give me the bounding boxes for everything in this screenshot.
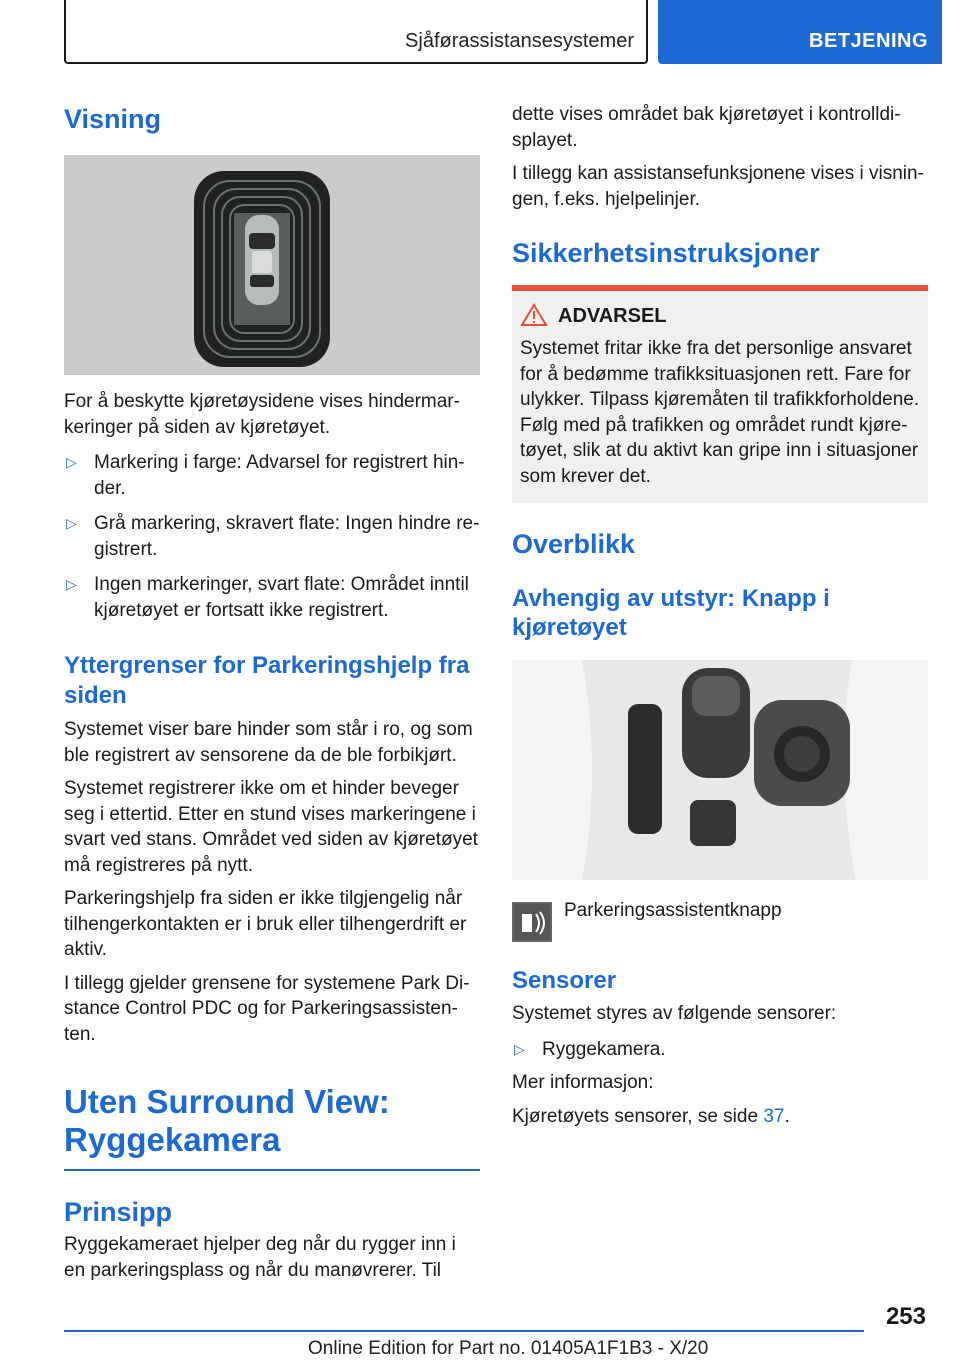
warning-text: Systemet fritar ikke fra det personlige ansvaret for å bedømme trafikksituasjonen rett. Fare for ulykker. Tilpass kjøremåten til trafikkforholdene. Følg med på trafikken og området rundt kjøre-tøyet, slik at du aktivt kan gripe inn i situasjoner som krever det. [520, 338, 920, 487]
footer-edition: Online Edition for Part no. 01405A1F1B3 - X/20 [308, 1338, 709, 1359]
button-caption: Parkeringsassistentknapp [564, 900, 782, 921]
header-section-title: Sjåførassistansesystemer [405, 30, 634, 52]
overblikk-heading: Overblikk [512, 529, 636, 559]
more-info-label: Mer informasjon: [512, 1072, 654, 1093]
triangle-bullet-icon: ▷ [66, 515, 77, 531]
visning-heading: Visning [64, 104, 162, 134]
yttergrenser-heading: Yttergrenser for Parkeringshjelp fra siden [64, 652, 470, 709]
warning-triangle-icon [520, 303, 548, 327]
yttergrenser-paragraph-4: I tillegg gjelder grensene for systemene Park Di-stance Control PDC og for Parkeringsassisten-ten. [64, 972, 470, 1045]
triangle-bullet-icon: ▷ [66, 576, 77, 592]
triangle-bullet-icon: ▷ [514, 1040, 525, 1057]
footer-rule [64, 1330, 864, 1332]
side-view-illustration [64, 155, 480, 375]
list-item: ▷ Grå markering, skravert flate: Ingen hindre re-gistrert. [66, 513, 480, 560]
page-link[interactable]: 37 [763, 1105, 785, 1127]
console-buttons-image [512, 660, 928, 880]
list-item: ▷ Markering i farge: Advarsel for registrert hin-der. [66, 452, 465, 499]
parking-display-image [64, 155, 480, 375]
triangle-bullet-icon: ▷ [66, 454, 77, 470]
ryggekamera-main-heading: Uten Surround View: Ryggekamera [64, 1083, 390, 1158]
continued-paragraph-2: I tillegg kan assistansefunksjonene vises i visnin-gen, f.eks. hjelpelinjer. [512, 163, 924, 210]
prinsipp-text: Ryggekameraet hjelper deg når du rygger inn i en parkeringsplass og når du manøvrerer. Til [64, 1234, 456, 1281]
avhengig-heading: Avhengig av utstyr: Knapp i kjøretøyet [512, 585, 830, 641]
left-column [64, 96, 480, 1283]
warning-box [512, 285, 928, 503]
list-item: ▷ Ingen markeringer, svart flate: Området inntil kjøretøyet er fortsatt ikke registrert. [66, 574, 469, 621]
header-chapter-label: BETJENING [809, 30, 928, 52]
sikkerhet-heading: Sikkerhetsinstruksjoner [512, 238, 820, 268]
yttergrenser-paragraph-2: Systemet registrerer ikke om et hinder beveger seg i ettertid. Etter en stund vises markeringene i svart ved stans. Området ved siden av kjøretøyet må registreres på nytt. [64, 778, 478, 876]
page-number: 253 [885, 1303, 926, 1330]
heading-rule [64, 1169, 480, 1171]
yttergrenser-paragraph-1: Systemet viser bare hinder som står i ro, og som ble registrert av sensorene da de ble forbikjørt. [64, 719, 473, 766]
parking-assistant-button-icon [512, 902, 552, 942]
sensor-reference: Kjøretøyets sensorer, se side 37. [512, 1105, 790, 1127]
continued-paragraph-1: dette vises området bak kjøretøyet i kontrolldi-splayet. [512, 104, 901, 151]
header-chapter-tab[interactable] [658, 0, 942, 64]
visning-text: For å beskytte kjøretøysidene vises hindermar-keringer på siden av kjøretøyet. [64, 391, 460, 438]
sensorer-text: Systemet styres av følgende sensorer: [512, 1003, 837, 1024]
list-item: ▷ Ryggekamera. [512, 1037, 928, 1063]
prinsipp-heading: Prinsipp [64, 1197, 173, 1227]
warning-title: ADVARSEL [558, 305, 922, 328]
center-console-image [512, 660, 928, 880]
sensor-list [512, 1037, 928, 1063]
sensorer-heading: Sensorer [512, 967, 617, 994]
header-section-box [64, 0, 648, 64]
marking-list [64, 450, 480, 623]
right-column [512, 96, 928, 1129]
button-caption-row [512, 898, 928, 942]
yttergrenser-paragraph-3: Parkeringshjelp fra siden er ikke tilgjengelig når tilhengerkontakten er i bruk eller tilhengerdrift er aktiv. [64, 888, 467, 960]
